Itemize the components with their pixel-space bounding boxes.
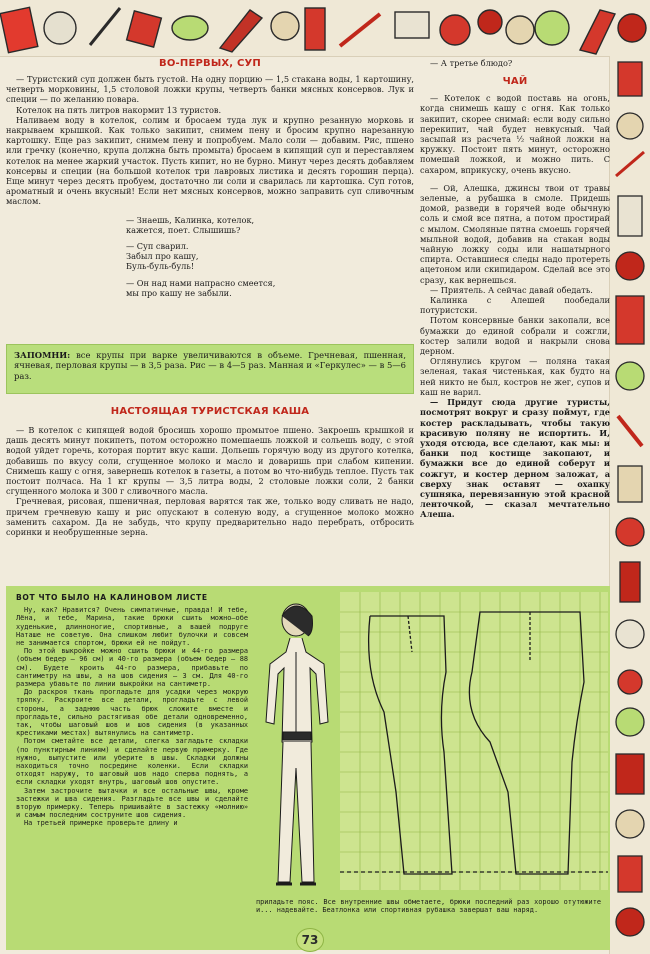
stains-paragraph: — Ой, Алешка, джинсы твои от травы зеленые, а рубашка в смоле. Придешь домой, разведи в горячей воде обычную соль и смой все пятна, а потом простирай с мылом. Смоляные пятна смоешь горячей мыльной водой, добавив на стакан воды чайную ложку соды или нашатырного спирта. Оставшиеся следы надо протереть ацетоном или скипидаром. Сделай все это сразу, как вернешься. [420,182,610,285]
sewing-paragraph: По этой выкройке можно сшить брюки и 44-го размера (объем бедер — 96 см) и 40-го размера (объем бедер — 88 см). Будете кроить 44-го размера, прибавьте по сантиметру на швы, а на шов сидения — 3 см. Для 40-го размера убавьте по линии выкройки на сантиметр. [16,647,248,689]
sewing-instructions [16,594,248,828]
content-area [6,56,610,954]
meadow-paragraph: Оглянулись кругом — поляна такая зеленая, такая чистенькая, как будто на ней никто не был, костров не жег, супов и каш не варил. [420,356,610,397]
soup-paragraph-1: — Туристский суп должен быть густой. На одну порцию — 1,5 стакана воды, 1 картошину, четверть морковины, 1,5 столовой ложки крупы, четверть банки мясных консервов. Лук и специи — по желанию повара. [6,74,414,105]
tea-heading: ЧАЙ [502,76,528,88]
sewing-continuation: приладьте пояс. Все внутренние швы обметаете, брюки последний раз хорошо отутюжите и... надевайте. Беатлонка или спортивная рубашка завершат ваш наряд. [256,898,601,915]
soup-paragraph-3: Наливаем воду в котелок, солим и бросаем туда лук и крупно резанную морковь и накрываем крышкой. Как только закипит, снимем пену и бросим крупно нарезанную картошку. Еще раз закипит, снимем пену и попробуем. Мало соли — добавим. Рис, пшено или гречку (конечно, крупа должна быть промыта) бросаем в кипящий суп и переставляем котелок на менее жаркий участок. Пусть кипит, но не бурно. Минут через десять добавляем консервы и специи (на большой котелок три лавровых листика и десять горошин перца). Еще минут через десять пробуем, достаточно ли соли и сварилась ли картошка. Суп готов, ароматный и очень вкусный! Если нет мясных консервов, можно заправить суп сливочным маслом. [6,114,414,207]
illustrated-items-column [610,56,650,954]
kasha-heading: НАСТОЯЩАЯ ТУРИСТСКАЯ КАША [110,406,310,417]
third-course-question: — А третье блюдо? [430,58,513,68]
verse-line: мы про кашу не забыли. [126,287,232,298]
girl-in-trousers-illustration [256,592,336,892]
sewing-paragraph: До раскроя ткань прогладьте для усадки через мокрую тряпку. Раскроите все детали, прогладьте с левой стороны, а заднюю часть брюк сложите вместе и прогладьте, сильно растягивая обе детали одновременно, так, чтобы шаговый шов и шов сидения (в указанных крестиками местах) вытянулись на сантиметр. [16,688,248,738]
pattern-grid [340,592,608,890]
cleanup-paragraph: Потом консервные банки закопали, все бумажки до единой собрали и сожгли, костер залили водой и накрыли снова дерном. [420,315,610,357]
verse-line: — Знаешь, Калинка, котелок, кажется, поет. Слышишь? [126,214,255,235]
page-number: 73 [296,928,324,952]
fashion-figure-drawing [256,592,336,892]
dialogue-verse-1 [126,215,286,235]
sewing-pattern-section [6,586,610,950]
sewing-paragraph: Потом сметайте все детали, слегка загладьте складки (по пунктирным линиям) и сделайте первую примерку. Где нужно, выпустите или уберите в швы. Складки должны находиться точно посредине коленки. Если складки отходят наружу, то шаговый шов надо сперва поднять, а если складки уходят внутрь, шаговый шов опустите. [16,737,248,787]
illustrated-items-strip [0,0,650,56]
note-text: все крупы при варке увеличиваются в объеме. Гречневая, пшенная, ячневая, перловая крупы — в 3,5 раза. Рис — в 4—5 раз. Манная и «Геркулес» — в 5—6 раз. [14,350,406,381]
kasha-section [6,406,414,537]
kasha-paragraph-1: — В котелок с кипящей водой бросишь хорошо промытое пшено. Закроешь крышкой и дашь десять минут покипеть, потом осторожно помешаешь ложкой и сольешь воду, с этой водой уйдет горечь, которая портит вкус каши. Дольешь горячую воду из другого котелка, добавишь по вкусу соли, сгущенное молоко и масло и доваришь при слабом кипении. Снимешь кашу с огня, завернешь котелок в газеты, а потом во что-нибудь теплое. Пусть так постоит полчаса. На 1 кг крупы — 3,5 литра воды, 2 столовые ложки соли, 2 банки сгущенного молока и 300 г сливочного масла. [6,425,414,497]
lunch-done-paragraph: Калинка с Алешей пообедали потуристски. [420,295,610,316]
final-paragraph: — Придут сюда другие туристы, посмотрят вокруг и сразу поймут, где костер раскладывать, чтобы такую красивую поляну не испортить. И, уходя отсюда, все сделают, как мы: и банки под костище закопают, и бумажки все до единой соберут и сожгут, и костер дерном заложат, а сверху знак оставят — охапку сушняка, перевязанную этой красной ленточкой, — сказал мечтательно Алеша. [420,397,610,520]
sewing-paragraph: На третьей примерке проверьте длину и [24,819,178,828]
remember-note-box [6,344,414,394]
note-title: ЗАПОМНИ: [14,350,71,360]
verse-line: — Он над нами напрасно смеется, [126,277,276,288]
top-decorative-border [0,0,650,57]
kasha-paragraph-2: Гречневая, рисовая, пшеничная, перловая варятся так же, только воду сливать не надо, причем гречневую кашу и рис опускают в соленую воду, а сгущенное молоко можно заменить сахаром. Да не забудь, что крупу предварительно надо перебрать, отбросить соринки и необрушенные зерна. [6,496,414,538]
lunch-paragraph: — Приятель. А сейчас давай обедать. [430,284,593,295]
right-column [420,56,610,520]
sewing-paragraph: Ну, как? Нравится? Очень симпатичные, правда! И тебе, Лёна, и тебе, Марина, такие брюки сшить можно—обе худенькие, длинноногие, спортивные, а вашей подруге Наташе не советую. Она слишком любит булочки и совсем не занимается спортом, брюки ей не пойдут. [16,606,248,648]
dialogue-verse-3 [126,278,414,298]
dialogue-verse-2 [126,241,414,272]
soup-heading: ВО-ПЕРВЫХ, СУП [159,58,261,69]
sewing-paragraph: Затем застрочите вытачки и все остальные швы, кроме застежки и шва сидения. Разгладьте все швы и сделайте вторую примерку. Теперь пришивайте в застежку «молнию» и самым последним соструните шов сидения. [16,786,248,820]
trousers-pattern-drawing [340,592,608,890]
right-decorative-border [609,56,650,954]
verse-line: Забыл про кашу, [126,251,199,262]
sewing-title: ВОТ ЧТО БЫЛО НА КАЛИНОВОМ ЛИСТЕ [16,593,208,602]
left-column [6,56,414,298]
soup-paragraph-2: Котелок на пять литров накормит 13 туристов. [16,104,222,115]
verse-line: — Суп сварил. [126,241,189,252]
tea-paragraph: — Котелок с водой поставь на огонь, когда снимешь кашу с огня. Как только закипит, скорее снимай: если воду сильно перекипит, чай будет невкусный. Чай засыпай из расчета ½ чайной ложки на кружку. Постоит пять минут, осторожно помешай ложкой, и можно пить. С сахаром, вприкуску, очень вкусно. [420,93,610,175]
verse-line: Буль-буль-буль! [126,261,195,272]
